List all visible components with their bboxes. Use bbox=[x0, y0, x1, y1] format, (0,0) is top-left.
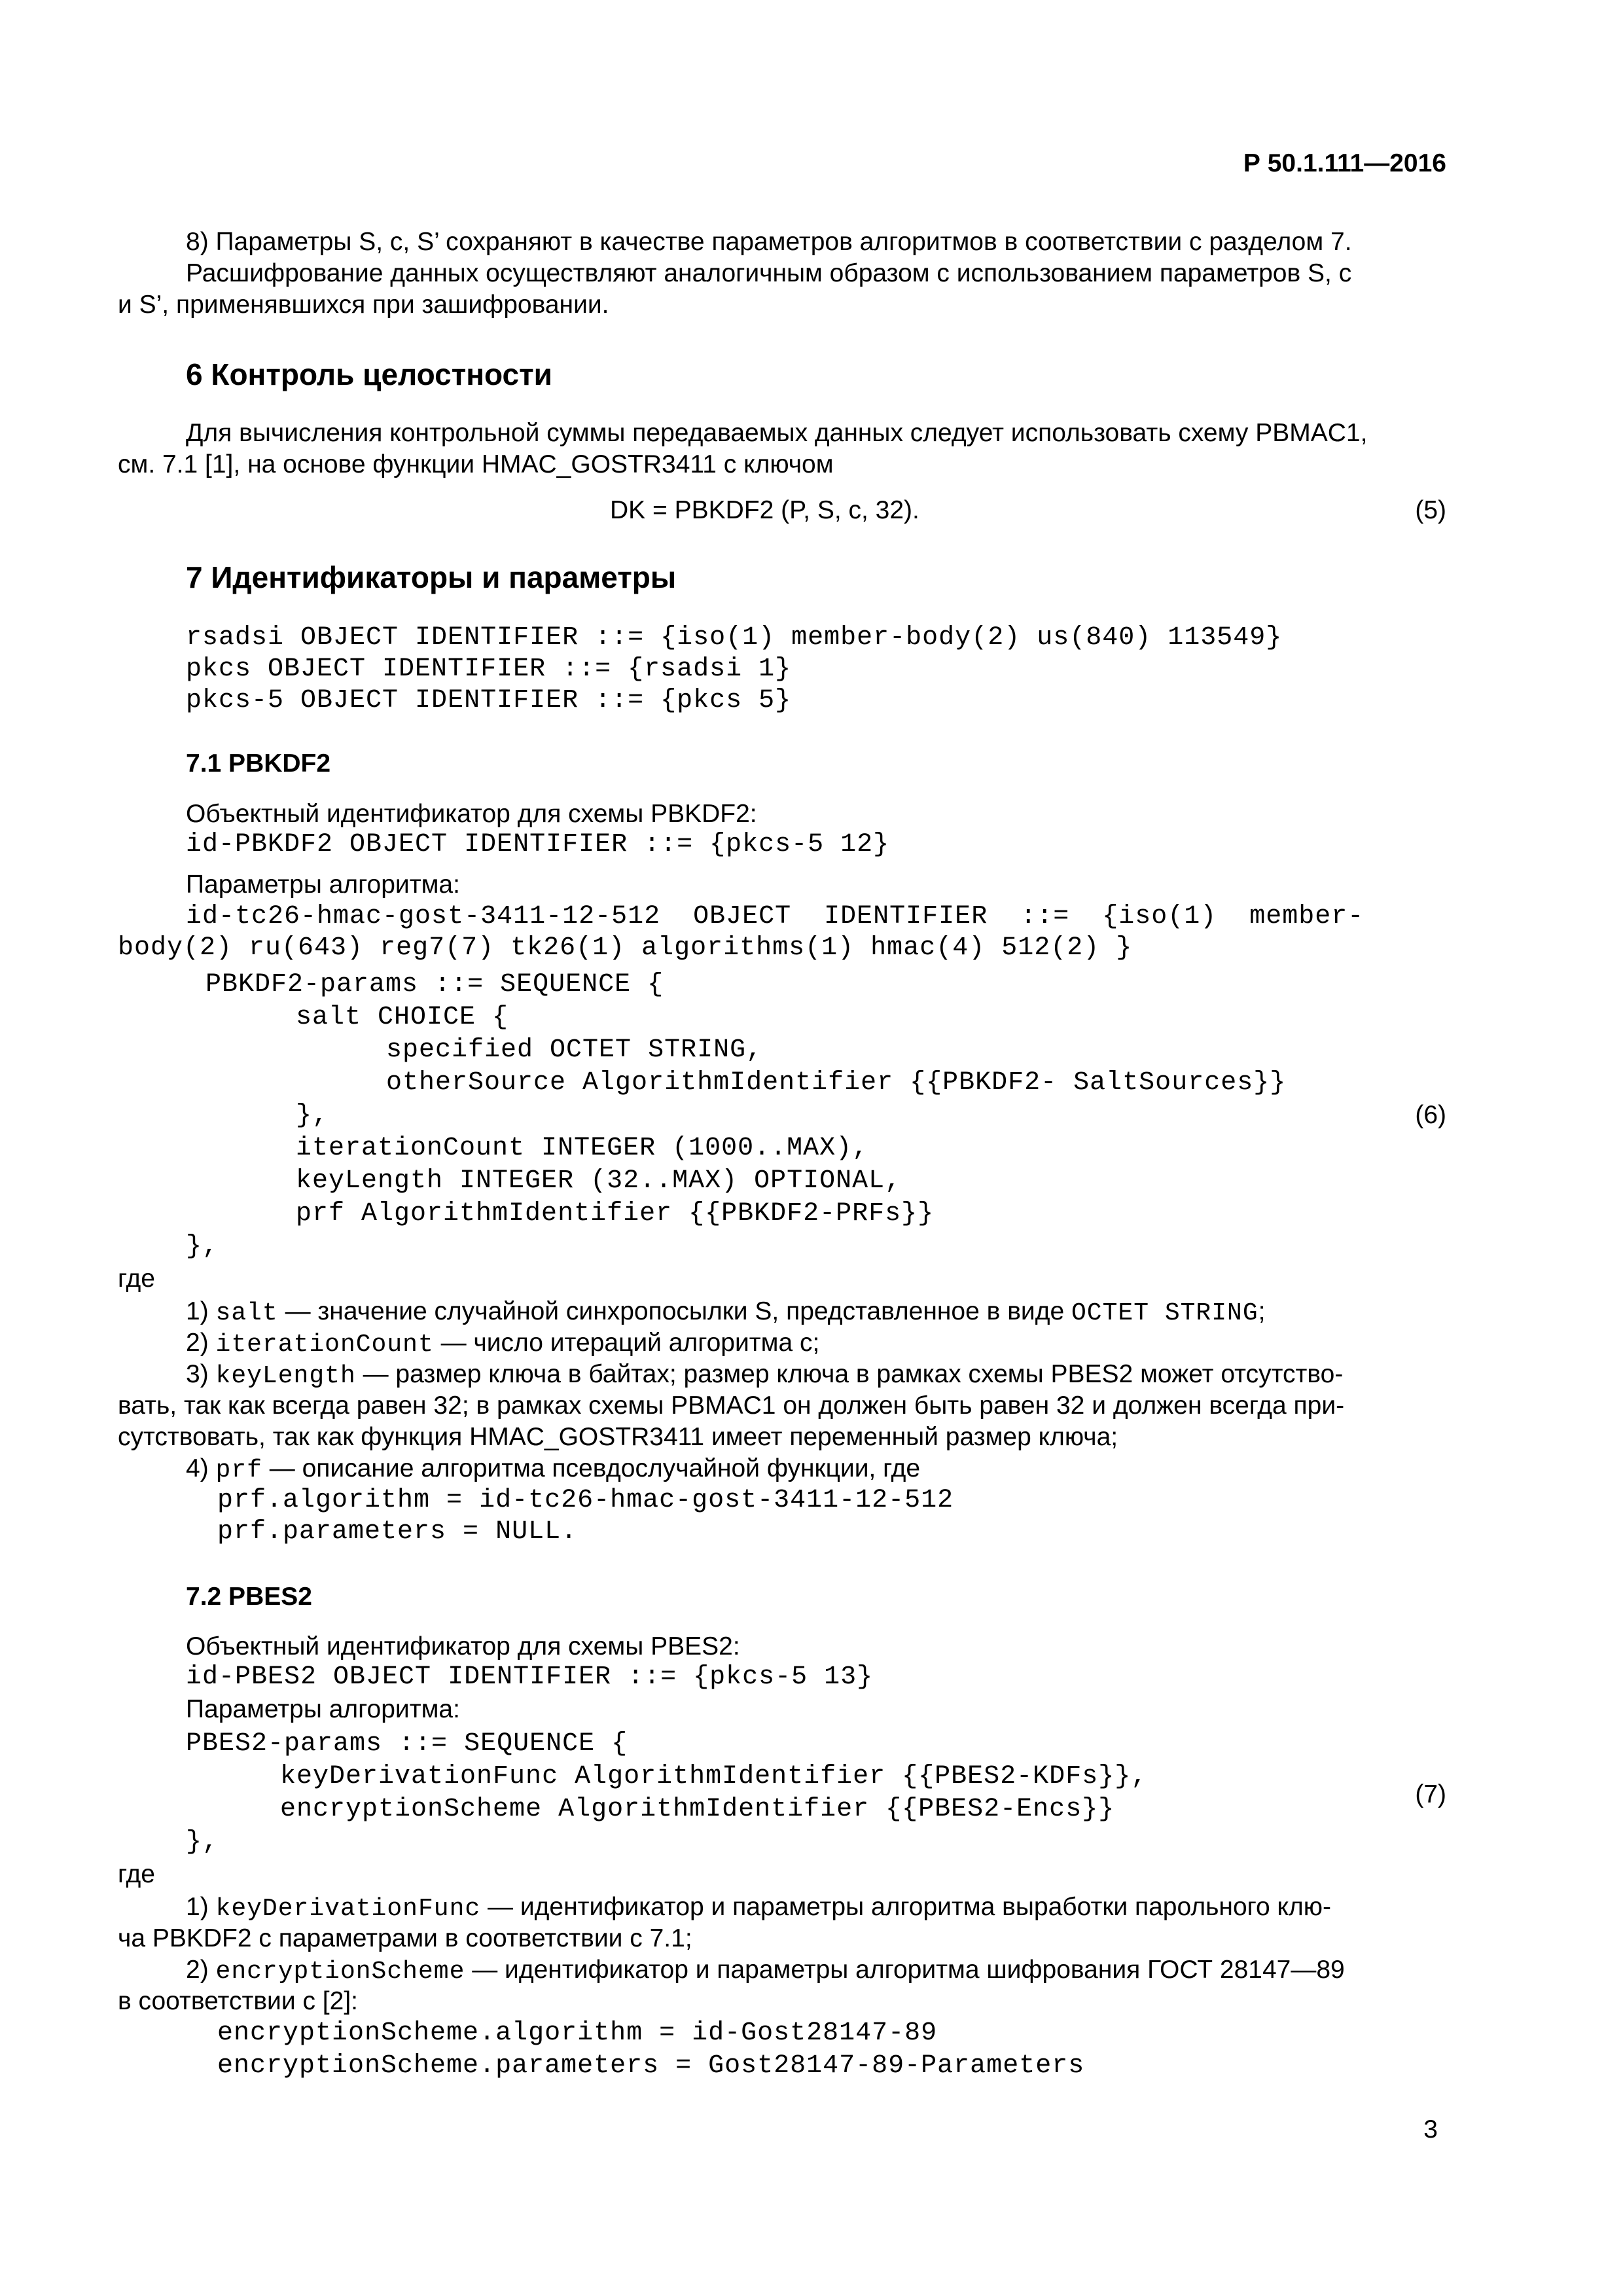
pbkdf2-iterationcount: iterationCount INTEGER (1000..MAX), bbox=[296, 1134, 869, 1163]
pbes2-keyderivationfunc: keyDerivationFunc AlgorithmIdentifier {{PBES2-KDFs}}, bbox=[280, 1762, 1148, 1791]
prf-parameters-code: prf.parameters = NULL. bbox=[217, 1517, 578, 1547]
pbkdf2-item-4: 4) prf — описание алгоритма псевдослучайной функции, где bbox=[186, 1454, 921, 1484]
pbes2-item-2-line-2: в соответствии с [2]: bbox=[118, 1987, 358, 2015]
pbkdf2-item-3: 3) keyLength — размер ключа в байтах; размер ключа в рамках схемы PBES2 может отсутство- bbox=[186, 1360, 1344, 1390]
pbkdf2-where: где bbox=[118, 1265, 155, 1293]
section-7-2-heading: 7.2 PBES2 bbox=[186, 1583, 312, 1611]
code-pkcs: pkcs OBJECT IDENTIFIER ::= {rsadsi 1} bbox=[186, 655, 792, 684]
code-rsadsi: rsadsi OBJECT IDENTIFIER ::= {iso(1) member-body(2) us(840) 113549} bbox=[186, 623, 1283, 653]
pbkdf2-keylength: keyLength INTEGER (32..MAX) OPTIONAL, bbox=[296, 1166, 902, 1196]
formula-7-number: (7) bbox=[1415, 1780, 1446, 1808]
pbkdf2-item-2: 2) iterationCount — число итераций алгоритма c; bbox=[186, 1329, 820, 1359]
pbes2-oid-label: Объектный идентификатор для схемы PBES2: bbox=[186, 1632, 740, 1660]
standard-id: Р 50.1.111—2016 bbox=[1243, 149, 1446, 177]
pbes2-item-2: 2) encryptionScheme — идентификатор и параметры алгоритма шифрования ГОСТ 28147—89 bbox=[186, 1956, 1345, 1986]
pbkdf2-params-seq: PBKDF2-params ::= SEQUENCE { bbox=[205, 970, 664, 999]
pbes2-item-1: 1) keyDerivationFunc — идентификатор и параметры алгоритма выработки парольного клю- bbox=[186, 1893, 1332, 1923]
prf-algorithm-code: prf.algorithm = id-tc26-hmac-gost-3411-12-512 bbox=[217, 1486, 954, 1515]
pbkdf2-oid-code: id-PBKDF2 OBJECT IDENTIFIER ::= {pkcs-5 12} bbox=[186, 830, 890, 859]
encryptionscheme-algorithm-code: encryptionScheme.algorithm = id-Gost28147-89 bbox=[217, 2018, 938, 2048]
pbes2-oid-code: id-PBES2 OBJECT IDENTIFIER ::= {pkcs-5 13} bbox=[186, 1662, 874, 1692]
section-6-para-line-2: см. 7.1 [1], на основе функции HMAC_GOSTR3411 с ключом bbox=[118, 450, 834, 478]
pbes2-where: где bbox=[118, 1860, 155, 1888]
pbkdf2-prf: prf AlgorithmIdentifier {{PBKDF2-PRFs}} bbox=[296, 1199, 935, 1229]
pbkdf2-salt-close: }, bbox=[296, 1101, 329, 1130]
hmac-oid-line-1: id-tc26-hmac-gost-3411-12-512 OBJECT IDENTIFIER ::= {iso(1) member- bbox=[186, 902, 1364, 931]
section-6-heading: 6 Контроль целостности bbox=[186, 357, 552, 391]
formula-6-number: (6) bbox=[1415, 1101, 1446, 1129]
pbkdf2-salt-choice: salt CHOICE { bbox=[296, 1003, 509, 1032]
section-7-1-heading: 7.1 PBKDF2 bbox=[186, 749, 331, 778]
pbkdf2-item-3-line-2: вать, так как всегда равен 32; в рамках схемы PBMAC1 он должен быть равен 32 и должен всегда при- bbox=[118, 1391, 1345, 1420]
hmac-oid-line-2: body(2) ru(643) reg7(7) tk26(1) algorithms(1) hmac(4) 512(2) } bbox=[118, 933, 1133, 963]
pbkdf2-item-3-line-3: сутствовать, так как функция HMAC_GOSTR3411 имеет переменный размер ключа; bbox=[118, 1423, 1118, 1451]
section-7-heading: 7 Идентификаторы и параметры bbox=[186, 560, 677, 594]
section-6-para-line-1: Для вычисления контрольной суммы передаваемых данных следует использовать схему PBMAC1, bbox=[186, 419, 1368, 447]
item-8-text: 8) Параметры S, c, S’ сохраняют в качестве параметров алгоритмов в соответствии с разделом 7. bbox=[186, 228, 1352, 256]
encryptionscheme-parameters-code: encryptionScheme.parameters = Gost28147-89-Parameters bbox=[217, 2051, 1085, 2081]
code-pkcs5: pkcs-5 OBJECT IDENTIFIER ::= {pkcs 5} bbox=[186, 686, 792, 715]
formula-5-number: (5) bbox=[1415, 496, 1446, 524]
pbkdf2-salt-specified: specified OCTET STRING, bbox=[386, 1035, 763, 1065]
formula-5: DK = PBKDF2 (P, S, c, 32). bbox=[610, 496, 919, 524]
pbkdf2-params-close: }, bbox=[186, 1232, 219, 1261]
pbkdf2-params-label: Параметры алгоритма: bbox=[186, 870, 460, 899]
pbes2-params-seq: PBES2-params ::= SEQUENCE { bbox=[186, 1729, 628, 1759]
pbes2-item-1-line-2: ча PBKDF2 с параметрами в соответствии с 7.1; bbox=[118, 1924, 692, 1952]
pbkdf2-oid-label: Объектный идентификатор для схемы PBKDF2: bbox=[186, 800, 757, 828]
decrypt-line-1: Расшифрование данных осуществляют аналогичным образом с использованием параметров S, c bbox=[186, 259, 1352, 287]
page-number: 3 bbox=[1423, 2115, 1438, 2144]
pbes2-params-close: }, bbox=[186, 1827, 219, 1857]
pbes2-params-label: Параметры алгоритма: bbox=[186, 1695, 460, 1723]
pbkdf2-item-1: 1) salt — значение случайной синхропосылки S, представленное в виде OCTET STRING; bbox=[186, 1297, 1266, 1327]
pbes2-encryptionscheme: encryptionScheme AlgorithmIdentifier {{PBES2-Encs}} bbox=[280, 1795, 1115, 1824]
decrypt-line-2: и S’, применявшихся при зашифровании. bbox=[118, 291, 609, 319]
pbkdf2-salt-othersource: otherSource AlgorithmIdentifier {{PBKDF2- SaltSources}} bbox=[386, 1068, 1287, 1098]
